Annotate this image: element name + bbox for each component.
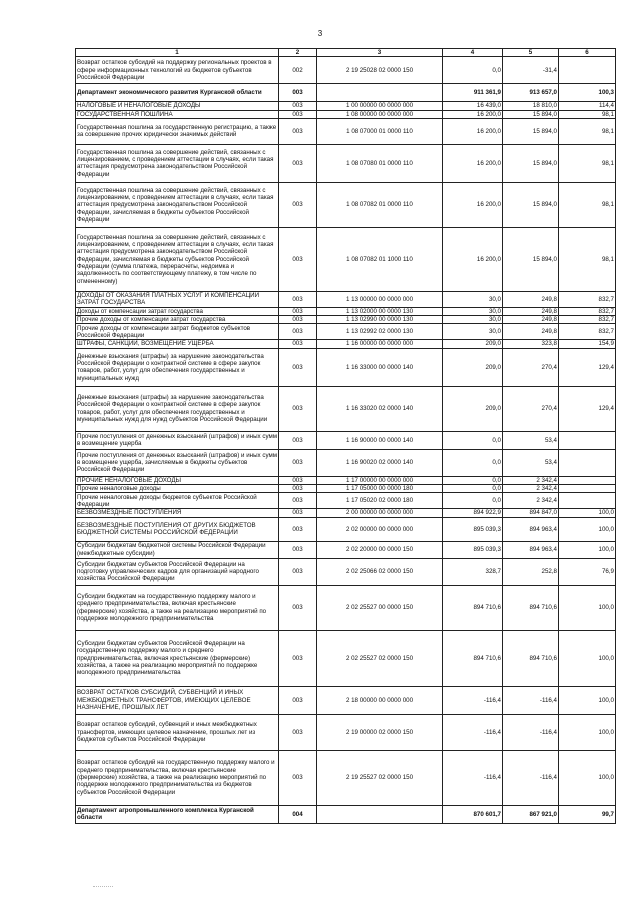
- row-name-cell: БЕЗВОЗМЕЗДНЫЕ ПОСТУПЛЕНИЯ ОТ ДРУГИХ БЮДЖЕТОВ БЮДЖЕТНОЙ СИСТЕМЫ РОССИЙСКОЙ ФЕДЕРАЦИИ: [76, 517, 279, 541]
- row-name-cell: ВОЗВРАТ ОСТАТКОВ СУБСИДИЙ, СУБВЕНЦИЙ И ИНЫХ МЕЖБЮДЖЕТНЫХ ТРАНСФЕРТОВ, ИМЕЮЩИХ ЦЕЛЕВОЕ НАЗНАЧЕНИЕ, ПРОШЛЫХ ЛЕТ: [76, 686, 279, 714]
- margin-mark: [93, 882, 113, 887]
- column-header: 3: [317, 49, 443, 57]
- row-kbk-cell: 1 08 07082 01 1000 110: [317, 227, 443, 291]
- row-plan-cell: 30,0: [443, 307, 503, 315]
- row-kbk-cell: 1 13 00000 00 0000 000: [317, 291, 443, 307]
- row-name-cell: Возврат остатков субсидий, субвенций и иных межбюджетных трансфертов, имеющих целевое назначение, прошлых лет из бюджетов субъектов Российской Федерации: [76, 714, 279, 750]
- table-row: [76, 144, 616, 182]
- row-kbk-cell: 1 16 33020 02 0000 140: [317, 386, 443, 431]
- row-name-cell: ГОСУДАРСТВЕННАЯ ПОШЛИНА: [76, 110, 279, 118]
- row-kbk-cell: [317, 84, 443, 102]
- row-fact-cell: 323,8: [503, 340, 559, 348]
- row-code-cell: 003: [279, 431, 317, 449]
- row-name-cell: Прочие доходы от компенсации затрат государства: [76, 316, 279, 324]
- row-percent-cell: 832,7: [559, 291, 616, 307]
- row-plan-cell: 30,0: [443, 291, 503, 307]
- table-row: [76, 509, 616, 517]
- row-kbk-cell: 1 16 90000 00 0000 140: [317, 431, 443, 449]
- row-percent-cell: [559, 57, 616, 84]
- row-kbk-cell: [317, 805, 443, 823]
- row-percent-cell: 100,0: [559, 714, 616, 750]
- row-plan-cell: 895 039,3: [443, 541, 503, 558]
- row-fact-cell: 15 894,0: [503, 110, 559, 118]
- row-percent-cell: 98,1: [559, 118, 616, 144]
- row-name-cell: Прочие неналоговые доходы бюджетов субъектов Российской Федерации: [76, 493, 279, 509]
- row-name-cell: Субсидии бюджетам бюджетной системы Российской Федерации (межбюджетные субсидии): [76, 541, 279, 558]
- row-kbk-cell: 1 16 00000 00 0000 000: [317, 340, 443, 348]
- row-name-cell: Департамент экономического развития Курганской области: [76, 84, 279, 102]
- row-fact-cell: 2 342,4: [503, 485, 559, 493]
- row-fact-cell: -116,4: [503, 714, 559, 750]
- row-name-cell: БЕЗВОЗМЕЗДНЫЕ ПОСТУПЛЕНИЯ: [76, 509, 279, 517]
- row-plan-cell: 870 601,7: [443, 805, 503, 823]
- row-plan-cell: 209,0: [443, 386, 503, 431]
- row-kbk-cell: 1 13 02000 00 0000 130: [317, 307, 443, 315]
- row-plan-cell: 30,0: [443, 316, 503, 324]
- row-plan-cell: 16 200,0: [443, 118, 503, 144]
- row-fact-cell: 249,8: [503, 316, 559, 324]
- budget-revenue-table: [75, 48, 616, 824]
- table-row: [76, 182, 616, 227]
- table-row: [76, 750, 616, 805]
- row-name-cell: Денежные взыскания (штрафы) за нарушение законодательства Российской Федерации о контрактной системе в сфере закупок товаров, работ, услуг для обеспечения государственных и муниципальных нужд для нужд субъектов Российской Федерации: [76, 386, 279, 431]
- table-row: [76, 118, 616, 144]
- row-kbk-cell: 1 17 05000 00 0000 180: [317, 485, 443, 493]
- row-plan-cell: 16 200,0: [443, 182, 503, 227]
- row-code-cell: 003: [279, 102, 317, 110]
- row-plan-cell: -116,4: [443, 750, 503, 805]
- row-kbk-cell: 1 00 00000 00 0000 000: [317, 102, 443, 110]
- column-header: 5: [503, 49, 559, 57]
- row-fact-cell: 2 342,4: [503, 493, 559, 509]
- row-percent-cell: [559, 493, 616, 509]
- table-row: [76, 449, 616, 476]
- row-fact-cell: 15 894,0: [503, 227, 559, 291]
- row-kbk-cell: 1 16 33000 00 0000 140: [317, 348, 443, 386]
- row-percent-cell: 100,0: [559, 509, 616, 517]
- row-percent-cell: [559, 476, 616, 484]
- row-code-cell: 002: [279, 57, 317, 84]
- row-name-cell: Субсидии бюджетам субъектов Российской Федерации на государственную поддержку малого и среднего предпринимательства, включая крестьянские (фермерские) хозяйства, а также на реализацию мероприятий по поддержке молодежного предпринимательства: [76, 630, 279, 686]
- row-plan-cell: 894 710,6: [443, 585, 503, 630]
- row-plan-cell: 209,0: [443, 348, 503, 386]
- row-kbk-cell: 2 19 25527 02 0000 150: [317, 750, 443, 805]
- row-name-cell: Прочие поступления от денежных взысканий (штрафов) и иных сумм в возмещение ущерба, зачисляемые в бюджеты субъектов Российской Федерации: [76, 449, 279, 476]
- row-plan-cell: 16 200,0: [443, 227, 503, 291]
- row-plan-cell: 0,0: [443, 449, 503, 476]
- row-percent-cell: 100,0: [559, 750, 616, 805]
- row-code-cell: 003: [279, 485, 317, 493]
- column-header: 6: [559, 49, 616, 57]
- row-plan-cell: 16 439,0: [443, 102, 503, 110]
- row-kbk-cell: 2 19 25028 02 0000 150: [317, 57, 443, 84]
- row-name-cell: Субсидии бюджетам на государственную поддержку малого и среднего предпринимательства, включая крестьянские (фермерские) хозяйства, а также на реализацию мероприятий по поддержке молодежного предпринимательства: [76, 585, 279, 630]
- row-fact-cell: 894 710,6: [503, 630, 559, 686]
- row-plan-cell: 209,0: [443, 340, 503, 348]
- row-code-cell: 003: [279, 182, 317, 227]
- row-code-cell: 003: [279, 227, 317, 291]
- row-plan-cell: 894 922,9: [443, 509, 503, 517]
- row-kbk-cell: 1 13 02990 00 0000 130: [317, 316, 443, 324]
- row-code-cell: 003: [279, 558, 317, 585]
- row-name-cell: Прочие неналоговые доходы: [76, 485, 279, 493]
- table-row: [76, 324, 616, 340]
- row-code-cell: 003: [279, 541, 317, 558]
- row-kbk-cell: 1 08 00000 00 0000 000: [317, 110, 443, 118]
- table-row: [76, 57, 616, 84]
- table-row: [76, 541, 616, 558]
- row-percent-cell: [559, 431, 616, 449]
- row-name-cell: Государственная пошлина за совершение действий, связанных с лицензированием, с проведением аттестации в случаях, если такая аттестация предусмотрена законодательством Российской Федерации, зачисляемая в бюджеты субъектов Российской Федерации (сумма платежа, перерасчеты, недоимка и задолженность по соответствующему платежу, в том числе по отмененному): [76, 227, 279, 291]
- row-kbk-cell: 2 02 00000 00 0000 000: [317, 517, 443, 541]
- row-name-cell: Государственная пошлина за совершение действий, связанных с лицензированием, с проведением аттестации в случаях, если такая аттестация предусмотрена законодательством Российской Федерации, зачисляемая в бюджеты субъектов Российской Федерации: [76, 182, 279, 227]
- row-percent-cell: [559, 485, 616, 493]
- row-code-cell: 003: [279, 386, 317, 431]
- table-row: [76, 485, 616, 493]
- row-name-cell: Государственная пошлина за совершение действий, связанных с лицензированием, с проведением аттестации в случаях, если такая аттестация предусмотрена законодательством Российской Федерации: [76, 144, 279, 182]
- table-row: [76, 517, 616, 541]
- row-percent-cell: 129,4: [559, 348, 616, 386]
- row-code-cell: 003: [279, 476, 317, 484]
- row-kbk-cell: 2 18 00000 00 0000 000: [317, 686, 443, 714]
- row-name-cell: Возврат остатков субсидий на поддержку региональных проектов в сфере информационных технологий из бюджетов субъектов Российской Федерации: [76, 57, 279, 84]
- row-code-cell: 003: [279, 585, 317, 630]
- row-code-cell: 003: [279, 449, 317, 476]
- row-code-cell: 003: [279, 348, 317, 386]
- table-row: [76, 714, 616, 750]
- table-row: [76, 476, 616, 484]
- column-header: 2: [279, 49, 317, 57]
- row-plan-cell: 30,0: [443, 324, 503, 340]
- row-plan-cell: 16 200,0: [443, 110, 503, 118]
- row-plan-cell: 328,7: [443, 558, 503, 585]
- row-plan-cell: 0,0: [443, 57, 503, 84]
- table-row: [76, 493, 616, 509]
- row-kbk-cell: 1 08 07082 01 0000 110: [317, 182, 443, 227]
- row-name-cell: Субсидии бюджетам субъектов Российской Федерации на подготовку управленческих кадров для организаций народного хозяйства Российской Федерации: [76, 558, 279, 585]
- row-percent-cell: 99,7: [559, 805, 616, 823]
- row-kbk-cell: 1 17 00000 00 0000 000: [317, 476, 443, 484]
- row-plan-cell: 0,0: [443, 493, 503, 509]
- row-name-cell: ДОХОДЫ ОТ ОКАЗАНИЯ ПЛАТНЫХ УСЛУГ И КОМПЕНСАЦИИ ЗАТРАТ ГОСУДАРСТВА: [76, 291, 279, 307]
- row-kbk-cell: 2 02 25527 00 0000 150: [317, 585, 443, 630]
- row-plan-cell: 894 710,6: [443, 630, 503, 686]
- row-code-cell: 003: [279, 110, 317, 118]
- row-kbk-cell: 1 08 07000 01 0000 110: [317, 118, 443, 144]
- row-code-cell: 003: [279, 493, 317, 509]
- row-plan-cell: 16 200,0: [443, 144, 503, 182]
- row-code-cell: 003: [279, 307, 317, 315]
- row-plan-cell: -116,4: [443, 686, 503, 714]
- row-plan-cell: 0,0: [443, 485, 503, 493]
- row-code-cell: 003: [279, 144, 317, 182]
- row-name-cell: ШТРАФЫ, САНКЦИИ, ВОЗМЕЩЕНИЕ УЩЕРБА: [76, 340, 279, 348]
- row-percent-cell: 98,1: [559, 182, 616, 227]
- row-plan-cell: -116,4: [443, 714, 503, 750]
- row-fact-cell: 894 847,0: [503, 509, 559, 517]
- row-code-cell: 003: [279, 750, 317, 805]
- row-percent-cell: 98,1: [559, 227, 616, 291]
- row-name-cell: НАЛОГОВЫЕ И НЕНАЛОГОВЫЕ ДОХОДЫ: [76, 102, 279, 110]
- row-fact-cell: 894 963,4: [503, 541, 559, 558]
- row-code-cell: 003: [279, 517, 317, 541]
- row-name-cell: ПРОЧИЕ НЕНАЛОГОВЫЕ ДОХОДЫ: [76, 476, 279, 484]
- row-fact-cell: 15 894,0: [503, 144, 559, 182]
- table-row: [76, 431, 616, 449]
- row-plan-cell: 0,0: [443, 431, 503, 449]
- row-fact-cell: 270,4: [503, 348, 559, 386]
- row-fact-cell: 15 894,0: [503, 182, 559, 227]
- row-code-cell: 003: [279, 714, 317, 750]
- row-plan-cell: 895 039,3: [443, 517, 503, 541]
- row-percent-cell: 832,7: [559, 307, 616, 315]
- table-row: [76, 805, 616, 823]
- row-kbk-cell: 2 02 25527 02 0000 150: [317, 630, 443, 686]
- table-row: [76, 686, 616, 714]
- row-name-cell: Прочие поступления от денежных взысканий (штрафов) и иных сумм в возмещение ущерба: [77, 432, 277, 448]
- row-fact-cell: 249,8: [503, 324, 559, 340]
- row-percent-cell: 76,9: [559, 558, 616, 585]
- row-fact-cell: -116,4: [503, 686, 559, 714]
- row-percent-cell: 100,3: [559, 84, 616, 102]
- row-code-cell: 003: [279, 340, 317, 348]
- row-name-cell: Денежные взыскания (штрафы) за нарушение законодательства Российской Федерации о контрактной системе в сфере закупок товаров, работ, услуг для обеспечения государственных и муниципальных нужд: [76, 348, 279, 386]
- row-percent-cell: 100,0: [559, 686, 616, 714]
- table-row: [76, 348, 616, 386]
- row-percent-cell: 832,7: [559, 324, 616, 340]
- row-name-cell: Департамент агропромышленного комплекса Курганской области: [76, 805, 279, 823]
- row-code-cell: 003: [279, 509, 317, 517]
- row-fact-cell: 894 710,6: [503, 585, 559, 630]
- table-row: [76, 84, 616, 102]
- row-percent-cell: 100,0: [559, 541, 616, 558]
- table-row: [76, 316, 616, 324]
- row-fact-cell: 15 894,0: [503, 118, 559, 144]
- row-fact-cell: 249,8: [503, 307, 559, 315]
- table-row: [76, 227, 616, 291]
- row-name-cell: Доходы от компенсации затрат государства: [76, 307, 279, 315]
- table-row: [76, 307, 616, 315]
- row-percent-cell: 100,0: [559, 517, 616, 541]
- row-code-cell: 004: [279, 805, 317, 823]
- table-row: [76, 585, 616, 630]
- row-fact-cell: 270,4: [503, 386, 559, 431]
- row-percent-cell: 98,1: [559, 110, 616, 118]
- row-fact-cell: 2 342,4: [503, 476, 559, 484]
- row-percent-cell: 832,7: [559, 316, 616, 324]
- row-fact-cell: -31,4: [503, 57, 559, 84]
- row-kbk-cell: 2 02 20000 00 0000 150: [317, 541, 443, 558]
- table-row: [76, 110, 616, 118]
- row-fact-cell: 252,8: [503, 558, 559, 585]
- row-kbk-cell: 1 13 02992 02 0000 130: [317, 324, 443, 340]
- row-code-cell: 003: [279, 686, 317, 714]
- row-percent-cell: 98,1: [559, 144, 616, 182]
- row-fact-cell: 53,4: [503, 449, 559, 476]
- row-kbk-cell: 1 17 05020 02 0000 180: [317, 493, 443, 509]
- row-percent-cell: [559, 449, 616, 476]
- table-row: [76, 630, 616, 686]
- row-fact-cell: 894 963,4: [503, 517, 559, 541]
- row-code-cell: 003: [279, 118, 317, 144]
- row-code-cell: 003: [279, 84, 317, 102]
- row-kbk-cell: 1 08 07080 01 0000 110: [317, 144, 443, 182]
- row-code-cell: 003: [279, 324, 317, 340]
- page-number: 3: [317, 29, 323, 38]
- row-fact-cell: 913 657,0: [503, 84, 559, 102]
- row-name-cell: Государственная пошлина за государственную регистрацию, а также за совершение прочих юридически значимых действий: [76, 118, 279, 144]
- row-percent-cell: 114,4: [559, 102, 616, 110]
- row-percent-cell: 129,4: [559, 386, 616, 431]
- row-kbk-cell: 2 02 25066 02 0000 150: [317, 558, 443, 585]
- row-name-cell: Возврат остатков субсидий на государственную поддержку малого и среднего предпринимательства, включая крестьянские (фермерские) хозяйства, а также на реализацию мероприятий по поддержке молодежного предпринимательства из бюджетов субъектов Российской Федерации: [76, 750, 279, 805]
- row-code-cell: 003: [279, 630, 317, 686]
- table-row: [76, 386, 616, 431]
- row-fact-cell: 18 810,0: [503, 102, 559, 110]
- row-percent-cell: 100,0: [559, 585, 616, 630]
- row-plan-cell: 911 361,9: [443, 84, 503, 102]
- row-plan-cell: 0,0: [443, 476, 503, 484]
- row-fact-cell: 53,4: [503, 431, 559, 449]
- row-fact-cell: 867 921,0: [503, 805, 559, 823]
- table-row: [76, 291, 616, 307]
- row-kbk-cell: 2 19 00000 02 0000 150: [317, 714, 443, 750]
- column-number-row: [76, 49, 616, 57]
- row-code-cell: 003: [279, 316, 317, 324]
- row-fact-cell: -116,4: [503, 750, 559, 805]
- column-header: 1: [76, 49, 279, 57]
- column-header: 4: [443, 49, 503, 57]
- row-kbk-cell: 2 00 00000 00 0000 000: [317, 509, 443, 517]
- row-kbk-cell: 1 16 90020 02 0000 140: [317, 449, 443, 476]
- row-percent-cell: 154,9: [559, 340, 616, 348]
- row-fact-cell: 249,8: [503, 291, 559, 307]
- table-row: [76, 102, 616, 110]
- row-percent-cell: 100,0: [559, 630, 616, 686]
- row-name-cell: Прочие доходы от компенсации затрат бюджетов субъектов Российской Федерации: [76, 324, 279, 340]
- table-body: [76, 57, 616, 823]
- row-code-cell: 003: [279, 291, 317, 307]
- table-row: [76, 340, 616, 348]
- table-row: [76, 558, 616, 585]
